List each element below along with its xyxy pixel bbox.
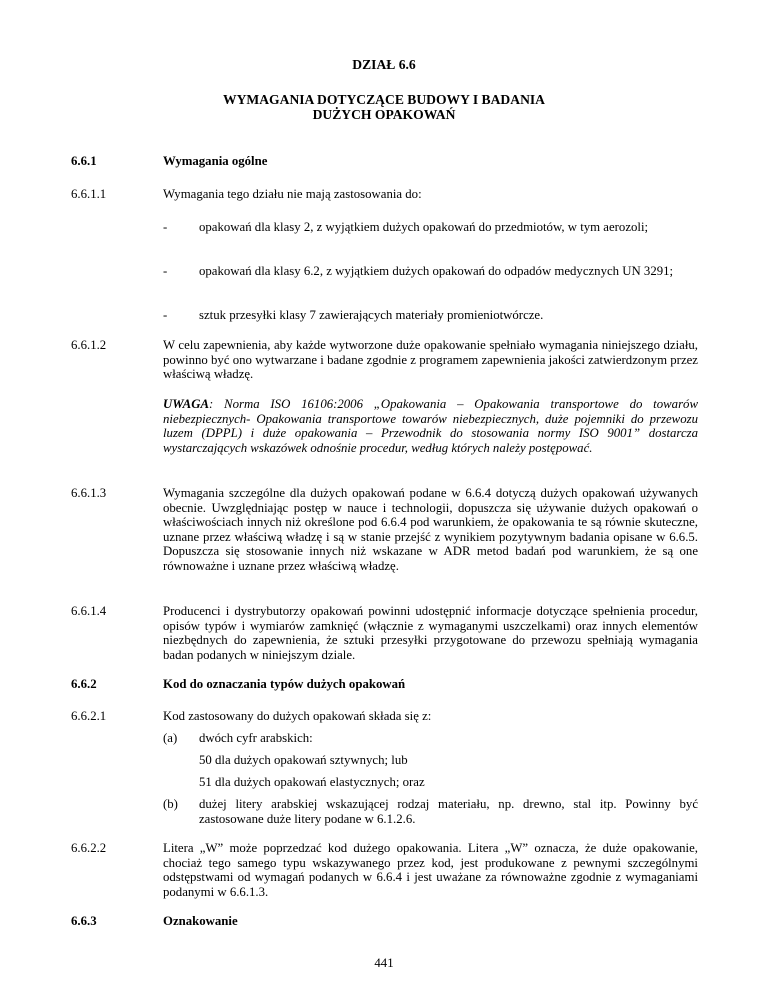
section-number-6622: 6.6.2.2 (71, 841, 107, 855)
list-dash-3: - (163, 308, 168, 322)
section-number-6613: 6.6.1.3 (71, 486, 107, 500)
note-text: : Norma ISO 16106:2006 „Opakowania – Opakowania transportowe do towarów niebezpiecznych- Opakowania transportowe towarów niebezpiecznych, duże pojemniki do przewozu luzem (DPPL) i duże opakowania – Przewodnik do stosowania normy ISO 9001” dostarcza wystarczających wskazówek odnośnie procedur, według których należy postępować. (163, 397, 698, 455)
list-item-a-sub2: 51 dla dużych opakowań elastycznych; oraz (199, 775, 425, 789)
section-text-6614: Producenci i dystrybutorzy opakowań powinni udostępnić informacje dotyczące spełnienia procedur, opisów typów i wymiarów zamknięć (włącznie z wymaganymi uszczelkami) oraz innych elementów niezbędnych do zapewnienia, że sztuki przesyłki przygotowane do przewozu spełniają wymagania badan podanych w niniejszym dziale. (163, 604, 698, 662)
section-title-663: Oznakowanie (163, 914, 238, 928)
section-number-6612: 6.6.1.2 (71, 338, 107, 352)
note-6612 (163, 397, 698, 455)
list-item-3: sztuk przesyłki klasy 7 zawierających materiały promieniotwórcze. (199, 308, 544, 322)
section-number-662: 6.6.2 (71, 677, 97, 691)
chapter-title-line1: WYMAGANIA DOTYCZĄCE BUDOWY I BADANIA (223, 92, 545, 107)
section-title-662: Kod do oznaczania typów dużych opakowań (163, 677, 406, 691)
note-label: UWAGA (163, 397, 209, 411)
list-label-a: (a) (163, 731, 178, 745)
page-number: 441 (374, 956, 394, 970)
section-text-6613: Wymagania szczególne dla dużych opakowań podane w 6.6.4 dotyczą dużych opakowań używanych obecnie. Uwzględniając postęp w nauce i technologii, dopuszcza się używanie dużych opakowań o właściwościach innych niż określone pod 6.6.4 pod warunkiem, że opakowania te są równie skuteczne, uznane przez właściwą władzę i są w stanie przejść z wynikiem pozytywnym badania opisane w 6.6.5. Dopuszcza się stosowanie innych niż wskazane w ADR metod badań pod warunkiem, że są one równoważne i uznane przez właściwą władzę. (163, 486, 698, 573)
section-text-6612: W celu zapewnienia, aby każde wytworzone duże opakowanie spełniało wymagania niniejszego działu, powinno być ono wytwarzane i badane zgodnie z programem zapewnienia jakości zatwierdzonym przez właściwą władzę. (163, 338, 698, 382)
section-title-661: Wymagania ogólne (163, 154, 268, 168)
section-number-663: 6.6.3 (71, 914, 97, 928)
section-number-6614: 6.6.1.4 (71, 604, 107, 618)
list-label-b: (b) (163, 797, 178, 811)
section-number-6621: 6.6.2.1 (71, 709, 107, 723)
section-intro-6621: Kod zastosowany do dużych opakowań składa się z: (163, 709, 432, 723)
list-item-2: opakowań dla klasy 6.2, z wyjątkiem dużych opakowań do odpadów medycznych UN 3291; (199, 264, 674, 278)
list-item-b: dużej litery arabskiej wskazującej rodzaj materiału, np. drewno, stal itp. Powinny być zastosowane duże litery podane w 6.1.2.6. (199, 797, 698, 826)
chapter-number: DZIAŁ 6.6 (352, 57, 416, 72)
list-dash-1: - (163, 220, 168, 234)
chapter-title-line2: DUŻYCH OPAKOWAŃ (312, 107, 456, 122)
list-item-1: opakowań dla klasy 2, z wyjątkiem dużych opakowań do przedmiotów, w tym aerozoli; (199, 220, 649, 234)
list-item-a-sub1: 50 dla dużych opakowań sztywnych; lub (199, 753, 408, 767)
section-number-6611: 6.6.1.1 (71, 187, 107, 201)
list-item-a: dwóch cyfr arabskich: (199, 731, 313, 745)
section-number-661: 6.6.1 (71, 154, 97, 168)
list-dash-2: - (163, 264, 168, 278)
section-intro-6611: Wymagania tego działu nie mają zastosowania do: (163, 187, 422, 201)
section-text-6622: Litera „W” może poprzedzać kod dużego opakowania. Litera „W” oznacza, że duże opakowanie, chociaż tego samego typu wskazywanego przez kod, jest produkowane z pewnymi szczególnymi odstępstwami od wymagań podanych w 6.6.4 i jest uważane za równoważne zgodnie z wymaganiami podanymi w 6.6.1.3. (163, 841, 698, 899)
